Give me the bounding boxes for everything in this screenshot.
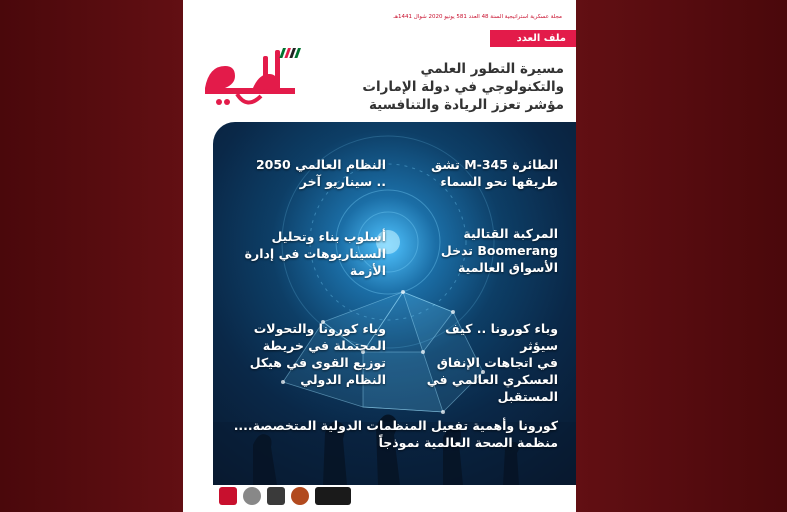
story-line: العسكري العالمي في bbox=[426, 372, 558, 387]
cover-feature-image bbox=[213, 122, 576, 485]
story-line: الأسواق العالمية bbox=[457, 260, 558, 275]
headline-line: مسيرة التطور العلمي bbox=[420, 61, 564, 77]
story-who bbox=[228, 417, 558, 451]
story-line: وباء كورونا والتحولات bbox=[253, 321, 386, 336]
story-line: .. سيناريو آخر bbox=[299, 174, 386, 189]
headline-line: مؤشر تعزز الريادة والتنافسية bbox=[368, 97, 564, 113]
story-line: المركبة القتالية bbox=[463, 226, 558, 241]
story-line: توزيع القوى في هيكل bbox=[249, 355, 386, 370]
headline bbox=[324, 60, 564, 114]
magazine-cover bbox=[183, 0, 576, 512]
story-corona-spending bbox=[408, 320, 558, 405]
story-line: كورونا وأهمية تفعيل المنظمات الدولية المتخصصة.... bbox=[233, 418, 558, 433]
story-line: وباء كورونا .. كيف سيؤثر bbox=[445, 321, 558, 353]
partner-logo bbox=[267, 487, 285, 505]
story-aircraft bbox=[408, 156, 558, 190]
footer-logos bbox=[219, 486, 351, 506]
story-scenarios bbox=[226, 228, 386, 279]
emblem-logo bbox=[291, 487, 309, 505]
partner-logo bbox=[315, 487, 351, 505]
story-boomerang bbox=[408, 225, 558, 276]
headline-line: والتكنولوجي في دولة الإمارات bbox=[362, 79, 564, 95]
frame-left bbox=[0, 0, 183, 512]
story-line: طريقها نحو السماء bbox=[440, 174, 558, 189]
issue-line: مجلة عسكرية استراتيجية السنة 48 العدد 581 يونيو 2020 شوال 1441هـ bbox=[393, 14, 562, 20]
story-line: في اتجاهات الإنفاق bbox=[436, 355, 558, 370]
story-corona-power bbox=[226, 320, 386, 388]
frame-right bbox=[576, 0, 787, 512]
story-line: الطائرة M-345 تشق bbox=[431, 157, 558, 172]
story-line: Boomerang تدخل bbox=[440, 243, 558, 258]
certification-logo bbox=[243, 487, 261, 505]
story-line: السيناريوهات في إدارة bbox=[244, 246, 386, 261]
story-line: المستقبل bbox=[497, 389, 558, 404]
story-line: منظمة الصحة العالمية نموذجاً bbox=[378, 435, 558, 450]
partner-logo bbox=[219, 487, 237, 505]
story-line: النظام الدولي bbox=[300, 372, 386, 387]
story-line: النظام العالمي 2050 bbox=[255, 157, 386, 172]
section-tag: ملف العدد bbox=[490, 30, 576, 47]
magazine-logo bbox=[197, 44, 307, 114]
story-line: أسلوب بناء وتحليل bbox=[271, 229, 386, 244]
story-world-order-2050 bbox=[226, 156, 386, 190]
story-line: الأزمة bbox=[349, 263, 386, 278]
story-line: المحتملة في خريطة bbox=[262, 338, 386, 353]
